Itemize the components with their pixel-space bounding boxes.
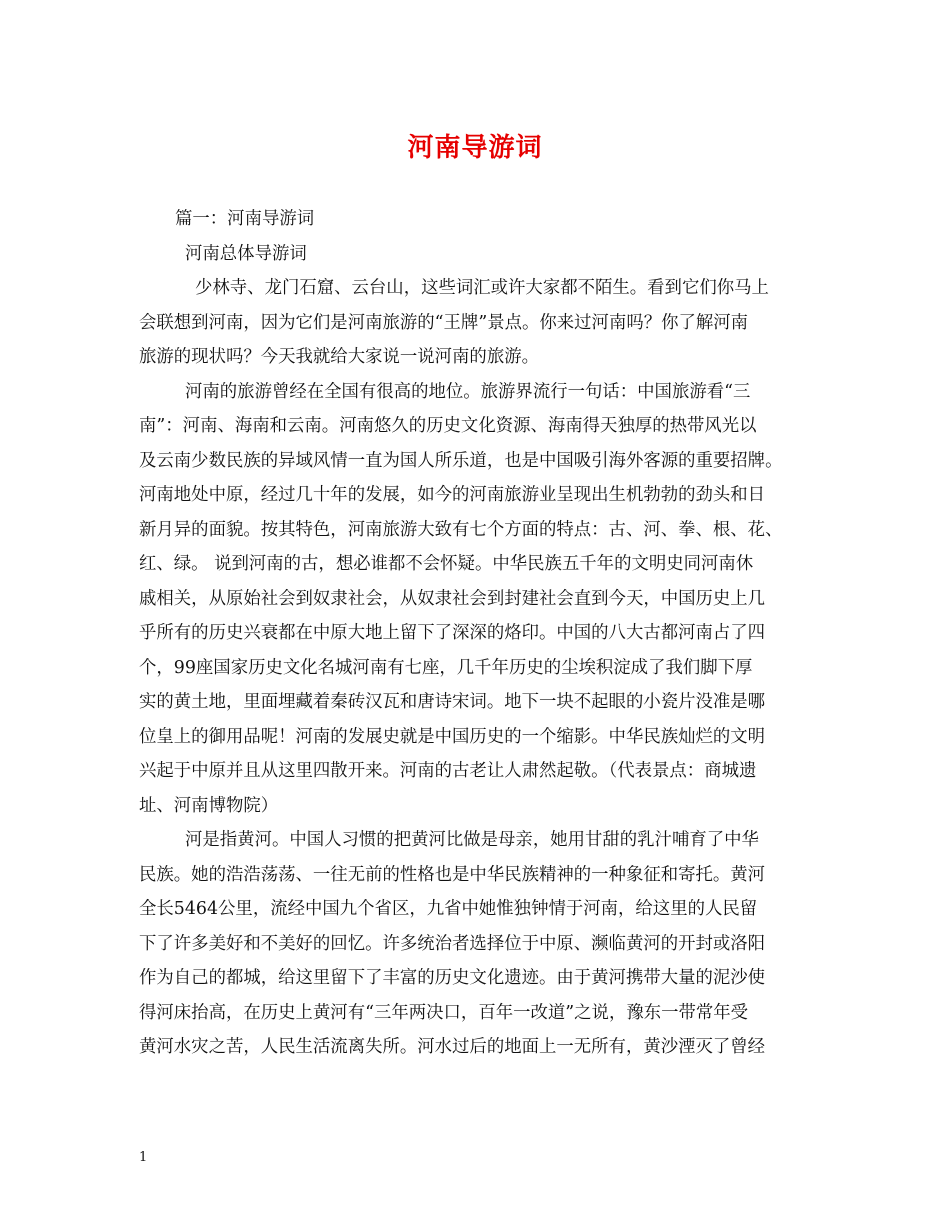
body-line: 红、绿。 说到河南的古，想必谁都不会怀疑。中华民族五千年的文明史同河南休 (139, 554, 754, 574)
body-line: 乎所有的历史兴衰都在中原大地上留下了深深的烙印。中国的八大古都河南占了四 (139, 623, 766, 643)
body-line: 少林寺、龙门石窟、云台山，这些词汇或许大家都不陌生。看到它们你马上 (195, 278, 769, 298)
body-line: 河南的旅游曾经在全国有很高的地位。旅游界流行一句话：中国旅游看“三 (185, 381, 751, 402)
body-line: 作为自己的都城，给这里留下了丰富的历史文化遗迹。由于黄河携带大量的泥沙使 (139, 968, 766, 988)
body-line: 河是指黄河。中国人习惯的把黄河比做是母亲，她用甘甜的乳汁哺育了中华 (185, 830, 759, 850)
body-line: 兴起于中原并且从这里四散开来。河南的古老让人肃然起敬。（代表景点：商城遗 (139, 761, 757, 781)
body-line: 址、河南博物院） (139, 795, 279, 816)
body-line: 南”：河南、海南和云南。河南悠久的历史文化资源、海南得天独厚的热带风光以 (139, 416, 757, 436)
document-body (139, 202, 821, 1065)
body-line: 实的黄土地，里面埋藏着秦砖汉瓦和唐诗宋词。地下一块不起眼的小瓷片没准是哪 (139, 692, 766, 712)
body-line: 全长5464公里，流经中国九个省区，九省中她惟独钟情于河南，给这里的人民留 (139, 899, 758, 919)
document-title: 河南导游词 (407, 133, 543, 163)
body-line: 个，99座国家历史文化名城河南有七座，几千年历史的尘埃积淀成了我们脚下厚 (139, 657, 753, 678)
body-line: 河南地处中原，经过几十年的发展，如今的河南旅游业呈现出生机勃勃的劲头和日 (139, 485, 766, 505)
subsection-heading: 河南总体导游词 (185, 243, 307, 264)
body-line: 戚相关，从原始社会到奴隶社会，从奴隶社会到封建社会直到今天，中国历史上几 (139, 588, 766, 609)
body-line: 下了许多美好和不美好的回忆。许多统治者选择位于中原、濒临黄河的开封或洛阳 (139, 933, 766, 954)
body-line: 旅游的现状吗？今天我就给大家说一说河南的旅游。 (139, 347, 539, 367)
body-line: 民族。她的浩浩荡荡、一往无前的性格也是中华民族精神的一种象征和寄托。黄河 (139, 864, 766, 885)
body-line: 及云南少数民族的异域风情一直为国人所乐道，也是中国吸引海外客源的重要招牌。 (139, 450, 783, 471)
body-line: 得河床抬高，在历史上黄河有“三年两决口，百年一改道”之说，豫东一带常年受 (139, 1002, 749, 1023)
page-number: 1 (139, 1150, 148, 1165)
body-line: 新月异的面貌。按其特色，河南旅游大致有七个方面的特点：古、河、拳、根、花、 (139, 519, 783, 540)
section-heading: 篇一：河南导游词 (175, 209, 315, 229)
body-line: 会联想到河南，因为它们是河南旅游的“王牌”景点。你来过河南吗？你了解河南 (139, 312, 749, 333)
body-line: 位皇上的御用品呢！河南的发展史就是中国历史的一个缩影。中华民族灿烂的文明 (139, 726, 766, 747)
body-line: 黄河水灾之苦，人民生活流离失所。河水过后的地面上一无所有，黄沙湮灭了曾经 (139, 1037, 766, 1057)
